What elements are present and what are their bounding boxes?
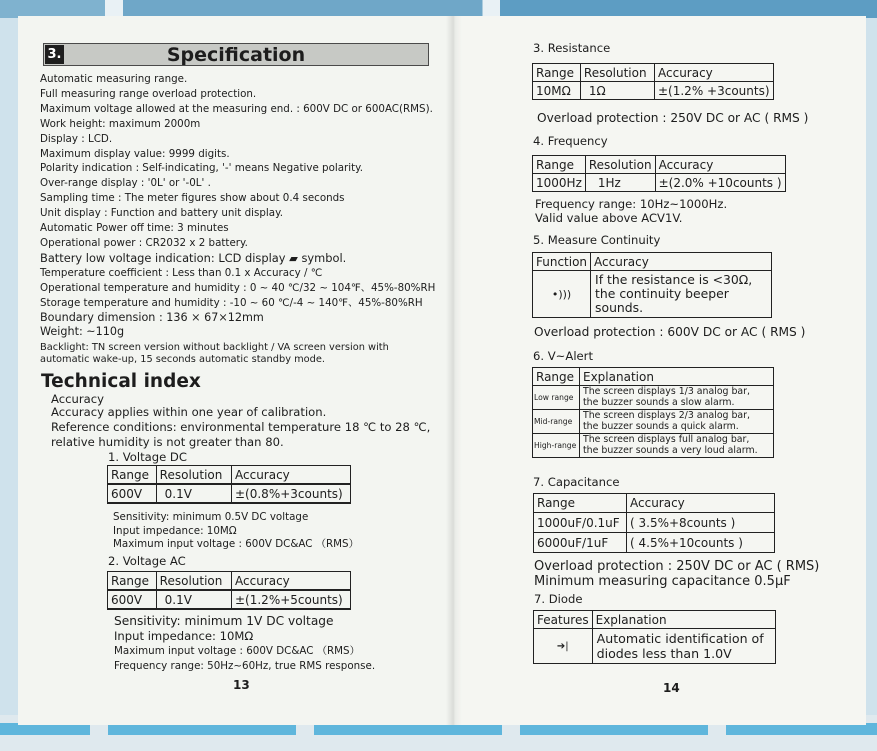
spec-line: Operational temperature and humidity : 0 ~ 40 ℃/32 ~ 104℉、45%-80%RH [40,281,436,294]
table-row [108,590,351,609]
voltage-dc-table [107,465,351,504]
table-cell: 10MΩ [533,82,581,100]
table-header-row [533,156,786,174]
table-header-cell: Range [533,64,581,82]
table-header-cell: Accuracy [655,156,785,174]
table-cell [592,629,775,664]
continuity-note: Overload protection : 600V DC or AC ( RMS ) [534,325,806,339]
table-cell [580,386,774,410]
table-row [533,386,774,410]
cell-line: If the resistance is <30Ω, [595,272,753,287]
table-row [533,174,786,192]
table-header-row [534,494,775,513]
table-cell: 0.1V [156,590,231,609]
spec-line: Maximum display value: 9999 digits. [40,147,230,160]
accuracy-line: Accuracy applies within one year of calibration. [51,405,327,419]
spec-line: Sampling time : The meter figures show about 0.4 seconds [40,192,345,205]
note-line: Minimum measuring capacitance 0.5μF [534,574,791,589]
spec-line: Backlight: TN screen version without backlight / VA screen version with [40,342,389,354]
cell-line: The screen displays full analog bar, [583,434,750,445]
accuracy-heading: Accuracy [51,392,104,406]
table-header-cell: Accuracy [655,64,774,82]
cell-line: The screen displays 2/3 analog bar, [583,410,751,421]
note-line: Maximum input voltage : 600V DC&AC （RMS） [114,645,360,657]
table-cell: Mid-range [533,410,580,434]
diode-symbol-icon: ➔| [534,629,593,664]
table-cell: 1Hz [585,174,655,192]
diode-table [533,610,776,664]
table-cell: High-range [533,434,580,458]
section-title: Specification [166,44,306,66]
table-header-cell: Explanation [580,368,774,386]
table-header-cell: Function [533,253,591,271]
spec-line: Weight: ~110g [40,325,125,339]
table-header-cell: Resolution [156,572,231,591]
table-header-cell: Features [534,611,593,629]
spec-line: Storage temperature and humidity : -10 ~ 60 ℃/-4 ~ 140℉、45%-80%RH [40,296,423,309]
table-cell: ( 3.5%+8counts ) [627,513,775,533]
spec-line: Boundary dimension : 136 × 67×12mm [40,310,264,324]
spec-list [40,72,435,366]
note-line: Sensitivity: minimum 1V DC voltage [114,614,334,628]
voltage-ac-table [107,571,351,610]
note-line: Sensitivity: minimum 0.5V DC voltage [113,511,309,523]
cell-line: the continuity beeper [595,286,729,301]
continuity-heading: 5. Measure Continuity [533,233,661,247]
capacitance-heading: 7. Capacitance [533,475,620,489]
table-header-cell: Range [534,494,627,513]
spec-line: Full measuring range overload protection. [40,87,257,100]
voltage-ac-heading: 2. Voltage AC [108,554,186,568]
section-number: 3. [45,45,64,64]
page-number-right: 14 [663,681,680,695]
table-header-cell: Accuracy [591,253,772,271]
table-row [533,434,774,458]
table-header-row [533,64,774,82]
voltage-dc-notes [113,511,359,552]
table-header-cell: Range [533,368,580,386]
table-header-row [533,368,774,386]
cell-line: Automatic identification of [596,631,764,646]
note-line: Overload protection : 250V DC or AC ( RMS) [534,559,820,574]
book-gutter [446,16,462,725]
table-cell: Low range [533,386,580,410]
spec-line: Automatic measuring range. [40,73,188,85]
table-cell: ±(0.8%+3counts) [232,484,351,503]
note-line: Input impedance: 10MΩ [114,629,254,643]
table-cell: 600V [108,590,157,609]
table-header-cell: Range [108,572,157,591]
v-alert-table [532,367,774,458]
spec-line: Temperature coefficient : Less than 0.1 x Accuracy / ℃ [40,266,323,279]
table-cell [580,410,774,434]
diode-heading: 7. Diode [534,592,583,606]
note-line: Frequency range: 10Hz~1000Hz. [535,197,728,211]
technical-index-title: Technical index [41,371,201,392]
table-row [108,484,351,503]
table-row [533,82,774,100]
table-cell: 1Ω [580,82,654,100]
table-header-cell: Explanation [592,611,775,629]
table-cell: ±(1.2% +3counts) [655,82,774,100]
capacitance-table [533,493,775,553]
table-row [534,629,776,664]
table-row [533,410,774,434]
voltage-ac-notes [114,613,375,674]
resistance-table [532,63,774,100]
accuracy-line: relative humidity is not greater than 80. [51,435,284,449]
table-cell [580,434,774,458]
table-row [534,513,775,533]
accuracy-line: Reference conditions: environmental temperature 18 ℃ to 28 ℃, [51,420,431,434]
table-header-cell: Range [108,466,157,485]
table-header-cell: Resolution [580,64,654,82]
frequency-heading: 4. Frequency [533,134,608,148]
continuity-beeper-icon: •))) [533,271,591,318]
table-header-cell: Range [533,156,586,174]
table-cell: 1000Hz [533,174,586,192]
spec-line: Work height: maximum 2000m [40,117,201,130]
specification-banner [43,43,429,66]
table-header-row [533,253,772,271]
note-line: Valid value above ACV1V. [535,211,683,225]
table-row [533,271,772,318]
page-number-left: 13 [233,678,250,692]
table-header-cell: Accuracy [232,466,351,485]
table-header-row [534,611,776,629]
resistance-heading: 3. Resistance [533,41,611,55]
spec-line: Over-range display : '0L' or '-0L' . [40,177,211,190]
table-header-cell: Accuracy [627,494,775,513]
table-cell: 1000uF/0.1uF [534,513,627,533]
cell-line: the buzzer sounds a very loud alarm. [583,444,758,456]
cell-line: diodes less than 1.0V [596,646,732,661]
table-row [534,533,775,553]
cell-line: sounds. [595,300,644,315]
table-header-row [108,572,351,591]
table-cell [591,271,772,318]
continuity-table [532,252,772,318]
table-cell: ±(1.2%+5counts) [232,590,351,609]
frequency-notes [535,197,727,225]
note-line: Maximum input voltage : 600V DC&AC （RMS） [113,538,359,550]
spec-line: Unit display : Function and battery unit display. [40,207,283,220]
table-cell: 600V [108,484,157,503]
table-cell: ±(2.0% +10counts ) [655,174,785,192]
resistance-note: Overload protection : 250V DC or AC ( RMS ) [537,111,809,125]
note-line: Input impedance: 10MΩ [113,524,237,537]
spec-line: Operational power : CR2032 x 2 battery. [40,236,248,249]
capacitance-notes [534,559,819,589]
table-header-cell: Resolution [585,156,655,174]
accuracy-notes [51,405,430,450]
frequency-table [532,155,786,192]
cell-line: the buzzer sounds a quick alarm. [583,420,739,432]
voltage-dc-heading: 1. Voltage DC [108,450,187,464]
table-cell: 0.1V [156,484,231,503]
note-line: Frequency range: 50Hz~60Hz, true RMS response. [114,660,376,672]
table-cell: ( 4.5%+10counts ) [627,533,775,553]
table-header-row [108,466,351,485]
spec-line: Maximum voltage allowed at the measuring end. : 600V DC or 600AC(RMS). [40,102,433,115]
spec-line: Battery low voltage indication: LCD display ▰ symbol. [40,250,347,265]
spec-line: Display : LCD. [40,132,113,145]
table-header-cell: Accuracy [232,572,351,591]
cell-line: the buzzer sounds a slow alarm. [583,396,735,408]
table-header-cell: Resolution [156,466,231,485]
spec-line: Automatic Power off time: 3 minutes [40,222,229,235]
table-cell: 6000uF/1uF [534,533,627,553]
spec-line: automatic wake-up, 15 seconds automatic standby mode. [40,354,326,366]
cell-line: The screen displays 1/3 analog bar, [583,386,751,397]
v-alert-heading: 6. V~Alert [533,349,593,363]
spec-line: Polarity indication : Self-indicating, '-' means Negative polarity. [40,162,364,175]
